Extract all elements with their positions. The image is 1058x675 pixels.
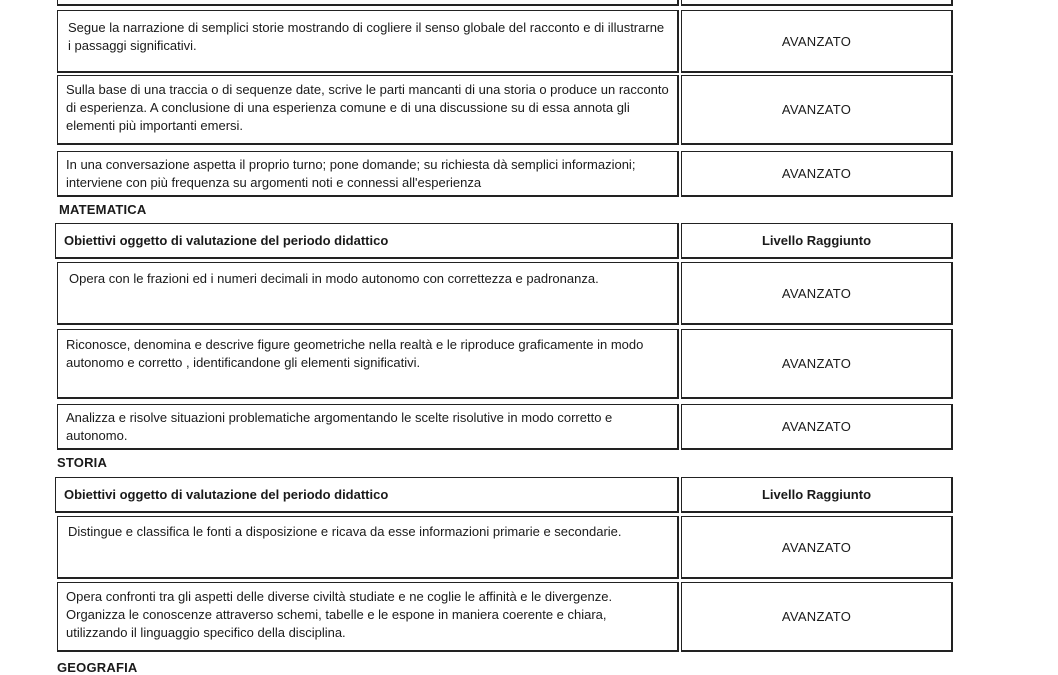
italiano-row-3-level: AVANZATO [681, 151, 953, 197]
matematica-section-title: MATEMATICA [59, 202, 147, 217]
matematica-header-level: Livello Raggiunto [681, 223, 953, 259]
italiano-row-1-desc: Segue la narrazione di semplici storie mostrando di cogliere il senso globale del racconto e di illustrarne i passaggi significativi. [57, 10, 679, 73]
matematica-row-1-desc: Opera con le frazioni ed i numeri decimali in modo autonomo con correttezza e padronanza. [57, 262, 679, 325]
matematica-row-3-level: AVANZATO [681, 404, 953, 450]
geografia-section-title: GEOGRAFIA [57, 660, 138, 675]
storia-header-level: Livello Raggiunto [681, 477, 953, 513]
storia-section-title: STORIA [57, 455, 108, 470]
storia-row-1-desc: Distingue e classifica le fonti a disposizione e ricava da esse informazioni primarie e secondarie. [57, 516, 679, 579]
italiano-row-1-level: AVANZATO [681, 10, 953, 73]
storia-row-2-level: AVANZATO [681, 582, 953, 652]
matematica-header-objectives: Obiettivi oggetto di valutazione del periodo didattico [55, 223, 679, 259]
italiano-row-2-level: AVANZATO [681, 75, 953, 145]
italiano-row-3-desc: In una conversazione aspetta il proprio turno; pone domande; su richiesta dà semplici informazioni; interviene con più frequenza su argomenti noti e connessi all'esperienza [57, 151, 679, 197]
italiano-row-2-desc: Sulla base di una traccia o di sequenze date, scrive le parti mancanti di una storia o produce un racconto di esperienza. A conclusione di una esperienza comune e di una discussione su di essa annota gli elementi più importanti emersi. [57, 75, 679, 145]
matematica-row-1-level: AVANZATO [681, 262, 953, 325]
matematica-row-2-level: AVANZATO [681, 329, 953, 399]
storia-header-objectives: Obiettivi oggetto di valutazione del periodo didattico [55, 477, 679, 513]
italiano-partial-level-cell [681, 0, 953, 6]
matematica-row-3-desc: Analizza e risolve situazioni problematiche argomentando le scelte risolutive in modo corretto e autonomo. [57, 404, 679, 450]
matematica-row-2-desc: Riconosce, denomina e descrive figure geometriche nella realtà e le riproduce graficamente in modo autonomo e corretto , identificandone gli elementi significativi. [57, 329, 679, 399]
storia-row-1-level: AVANZATO [681, 516, 953, 579]
storia-row-2-desc: Opera confronti tra gli aspetti delle diverse civiltà studiate e ne coglie le affinità e le divergenze. Organizza le conoscenze attraverso schemi, tabelle e le espone in maniera coerente e chiara, utilizzando il linguaggio specifico della disciplina. [57, 582, 679, 652]
italiano-partial-desc-cell [57, 0, 679, 6]
